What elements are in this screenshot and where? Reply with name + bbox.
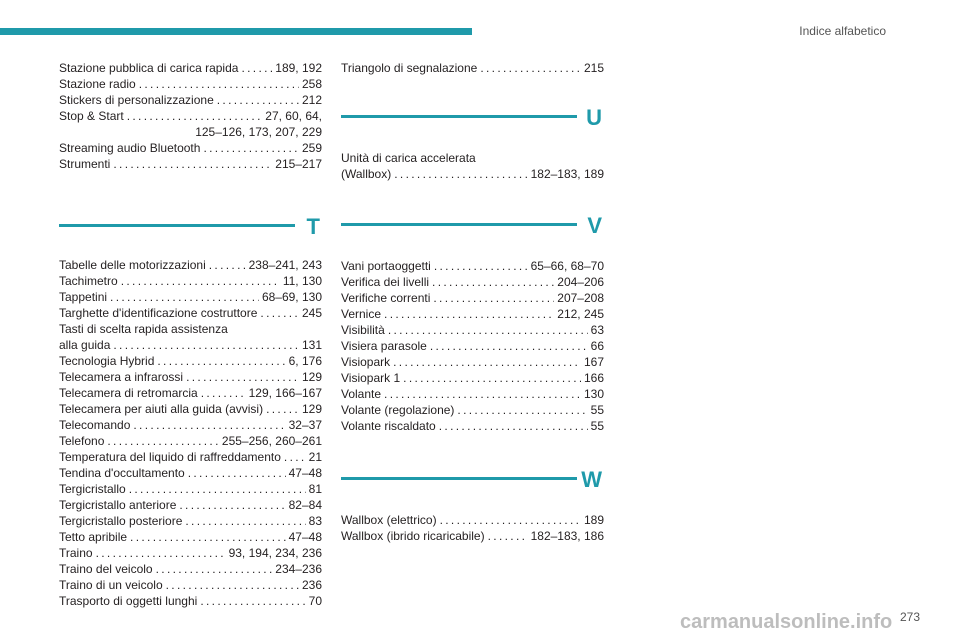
section-divider <box>341 115 577 118</box>
dot-leader <box>201 385 246 401</box>
index-entry-pages: 68–69, 130 <box>261 290 322 304</box>
dot-leader <box>157 353 285 369</box>
index-entry-term: Stazione pubblica di carica rapida <box>59 61 239 75</box>
index-entry-term: Tergicristallo posteriore <box>59 514 183 528</box>
index-entry-pages: 182–183, 186 <box>530 529 604 543</box>
dot-leader <box>266 401 299 417</box>
index-entry <box>59 513 322 529</box>
index-entry-term: Verifica dei livelli <box>341 275 430 289</box>
index-entry <box>59 529 322 545</box>
section-w <box>341 456 604 544</box>
dot-leader <box>488 528 528 544</box>
index-entry <box>341 338 604 354</box>
header-accent-bar <box>0 28 472 35</box>
dot-leader <box>188 465 286 481</box>
index-entry <box>341 370 604 386</box>
dot-leader <box>430 338 588 354</box>
index-entry-pages: 47–48 <box>288 466 322 480</box>
index-entry-term: Tappetini <box>59 290 108 304</box>
index-entry-term: Streaming audio Bluetooth <box>59 141 201 155</box>
dot-leader <box>384 386 581 402</box>
index-entry-term: Visiopark <box>341 355 391 369</box>
index-entry-term: Tecnologia Hybrid <box>59 354 155 368</box>
index-entry-term: Targhette d'identificazione costruttore <box>59 306 258 320</box>
index-entry-pages: 66 <box>590 339 604 353</box>
dot-leader <box>186 369 299 385</box>
index-entry-term: Tetto apribile <box>59 530 128 544</box>
index-entry <box>59 337 322 353</box>
index-entry-term: Tachimetro <box>59 274 118 288</box>
entries-t <box>59 257 322 609</box>
dot-leader <box>403 370 581 386</box>
index-entry-pages: 129 <box>301 402 322 416</box>
index-entry <box>341 386 604 402</box>
entries-v <box>341 258 604 434</box>
section-header-v <box>341 202 604 262</box>
section-header-w <box>341 456 604 516</box>
dot-leader <box>433 290 554 306</box>
entries-w <box>341 512 604 544</box>
index-entry-pages: 215 <box>583 61 604 75</box>
index-entry-term: Volante <box>341 387 382 401</box>
index-entry <box>59 561 322 577</box>
index-entry <box>341 402 604 418</box>
entries-s-continued <box>59 60 322 172</box>
section-header-t <box>59 203 322 263</box>
index-entry <box>59 140 322 156</box>
index-entry-pages: 189 <box>583 513 604 527</box>
index-entry-term: Temperatura del liquido di raffreddamento <box>59 450 281 464</box>
index-entry <box>341 528 604 544</box>
index-entry-term: Traino di un veicolo <box>59 578 163 592</box>
section-divider <box>341 223 577 226</box>
dot-leader <box>107 433 219 449</box>
dot-leader <box>139 76 299 92</box>
index-entry <box>341 166 604 182</box>
index-entry-term: Visiopark 1 <box>341 371 401 385</box>
index-entry-term: Telefono <box>59 434 105 448</box>
index-entry-pages: 81 <box>308 482 322 496</box>
watermark-text: carmanualsonline.info <box>680 611 893 633</box>
index-entry <box>341 418 604 434</box>
index-entry-term: Telecamera per aiuti alla guida (avvisi) <box>59 402 264 416</box>
index-entry-term: Telecamera a infrarossi <box>59 370 184 384</box>
index-entry <box>59 545 322 561</box>
index-entry-pages: 212 <box>301 93 322 107</box>
index-entry-term: Tabelle delle motorizzazioni <box>59 258 206 272</box>
index-entry-pages: 236 <box>301 578 322 592</box>
index-entry-pages: 255–256, 260–261 <box>221 434 322 448</box>
dot-leader <box>241 60 272 76</box>
dot-leader <box>284 449 306 465</box>
index-entry-pages: 182–183, 189 <box>530 167 604 181</box>
index-entry <box>59 465 322 481</box>
dot-leader <box>166 577 299 593</box>
index-entry-pages: 70 <box>308 594 322 608</box>
index-entry-term: (Wallbox) <box>341 167 392 181</box>
index-entry <box>341 290 604 306</box>
index-entry-term: Vani portaoggetti <box>341 259 431 273</box>
index-entry-pages: 55 <box>590 403 604 417</box>
dot-leader <box>129 481 306 497</box>
dot-leader <box>113 337 299 353</box>
index-entry-pages: 47–48 <box>288 530 322 544</box>
index-entry-pages: 129, 166–167 <box>248 386 322 400</box>
index-entry-term: Wallbox (ibrido ricaricabile) <box>341 529 485 543</box>
index-entry-pages: 259 <box>301 141 322 155</box>
dot-leader <box>96 545 226 561</box>
dot-leader <box>432 274 554 290</box>
dot-leader <box>121 273 280 289</box>
dot-leader <box>127 108 263 124</box>
index-entry-pages: 189, 192 <box>275 61 322 75</box>
dot-leader <box>203 140 299 156</box>
index-entry-pages: 32–37 <box>288 418 322 432</box>
index-entry-term: Tergicristallo <box>59 482 126 496</box>
index-entry-prefix: Tasti di scelta rapida assistenza <box>59 322 228 336</box>
index-column-right <box>341 60 604 544</box>
index-entry-pages: 21 <box>308 450 322 464</box>
index-entry <box>59 481 322 497</box>
index-entry-pages: 215–217 <box>275 157 322 171</box>
index-entry-term: Traino del veicolo <box>59 562 153 576</box>
entries-t-continued <box>341 60 604 76</box>
index-entry-pages: 207–208 <box>557 291 604 305</box>
index-entry-pages: 245 <box>301 306 322 320</box>
index-entry-pages: 166 <box>583 371 604 385</box>
index-entry <box>59 497 322 513</box>
section-v <box>341 202 604 434</box>
index-entry-pages: 129 <box>301 370 322 384</box>
index-entry <box>59 449 322 465</box>
index-entry-term: Visibilità <box>341 323 385 337</box>
index-entry-pages: 11, 130 <box>282 274 322 288</box>
section-letter: V <box>587 213 602 238</box>
entries-u <box>341 150 604 182</box>
index-entry-pages: 93, 194, 234, 236 <box>228 546 322 560</box>
index-entry-term: Strumenti <box>59 157 111 171</box>
dot-leader <box>130 529 286 545</box>
index-entry-continuation: 125–126, 173, 207, 229 <box>195 125 322 139</box>
index-entry <box>59 353 322 369</box>
index-entry-term: Tendina d'occultamento <box>59 466 185 480</box>
index-entry <box>341 354 604 370</box>
dot-leader <box>384 306 554 322</box>
index-entry-prefix: Unità di carica accelerata <box>341 151 476 165</box>
index-entry-pages: 55 <box>590 419 604 433</box>
dot-leader <box>185 513 305 529</box>
page-header-title: Indice alfabetico <box>799 24 886 38</box>
index-entry-term: alla guida <box>59 338 111 352</box>
index-entry-pages: 83 <box>308 514 322 528</box>
index-entry <box>59 433 322 449</box>
dot-leader <box>200 593 305 609</box>
index-entry-term: Volante riscaldato <box>341 419 436 433</box>
index-entry <box>341 274 604 290</box>
section-header-u <box>341 94 604 154</box>
index-entry-term: Visiera parasole <box>341 339 427 353</box>
index-entry-pages: 63 <box>590 323 604 337</box>
index-entry <box>59 60 322 76</box>
dot-leader <box>133 417 285 433</box>
index-entry-term: Stop & Start <box>59 109 124 123</box>
index-entry <box>59 385 322 401</box>
dot-leader <box>113 156 272 172</box>
index-entry-term: Verifiche correnti <box>341 291 431 305</box>
index-entry-term: Triangolo di segnalazione <box>341 61 478 75</box>
index-entry-term: Tergicristallo anteriore <box>59 498 177 512</box>
index-entry <box>341 306 604 322</box>
index-entry-term: Telecomando <box>59 418 131 432</box>
index-entry <box>341 60 604 76</box>
dot-leader <box>217 92 299 108</box>
index-entry <box>59 92 322 108</box>
index-entry-term: Traino <box>59 546 93 560</box>
dot-leader <box>393 354 581 370</box>
index-entry-pages: 65–66, 68–70 <box>530 259 604 273</box>
index-entry <box>59 156 322 172</box>
dot-leader <box>394 166 527 182</box>
index-entry-pages: 204–206 <box>557 275 604 289</box>
index-entry-pages: 82–84 <box>288 498 322 512</box>
index-entry <box>341 322 604 338</box>
dot-leader <box>388 322 588 338</box>
dot-leader <box>480 60 581 76</box>
index-entry-pages: 167 <box>583 355 604 369</box>
section-letter: W <box>581 467 602 492</box>
dot-leader <box>156 561 273 577</box>
section-letter: U <box>586 105 602 130</box>
index-column-left <box>59 60 322 609</box>
index-entry-pages: 130 <box>583 387 604 401</box>
index-entry-pages: 212, 245 <box>557 307 604 321</box>
index-entry <box>59 593 322 609</box>
index-entry <box>59 289 322 305</box>
index-entry <box>59 305 322 321</box>
index-entry <box>59 369 322 385</box>
index-entry <box>59 417 322 433</box>
dot-leader <box>260 305 299 321</box>
index-entry-pages: 258 <box>301 77 322 91</box>
index-entry-pages: 6, 176 <box>288 354 322 368</box>
section-letter: T <box>306 214 320 239</box>
index-entry-term: Volante (regolazione) <box>341 403 455 417</box>
index-entry <box>59 273 322 289</box>
index-entry <box>59 108 322 124</box>
index-entry-term: Vernice <box>341 307 382 321</box>
index-entry <box>59 577 322 593</box>
dot-leader <box>110 289 259 305</box>
index-entry-pages: 238–241, 243 <box>248 258 322 272</box>
index-entry <box>59 401 322 417</box>
index-entry-term: Stazione radio <box>59 77 136 91</box>
index-entry-pages: 131 <box>301 338 322 352</box>
index-entry-term: Wallbox (elettrico) <box>341 513 437 527</box>
section-u <box>341 94 604 182</box>
index-entry-pages: 27, 60, 64, <box>265 109 322 123</box>
section-divider <box>59 224 295 227</box>
dot-leader <box>179 497 285 513</box>
index-entry-pages: 234–236 <box>275 562 322 576</box>
section-divider <box>341 477 577 480</box>
index-entry-term: Stickers di personalizzazione <box>59 93 214 107</box>
index-entry-term: Telecamera di retromarcia <box>59 386 198 400</box>
index-entry-term: Trasporto di oggetti lunghi <box>59 594 198 608</box>
page-number: 273 <box>899 610 920 624</box>
index-entry <box>59 76 322 92</box>
dot-leader <box>457 402 587 418</box>
dot-leader <box>439 418 588 434</box>
section-t <box>59 203 322 609</box>
